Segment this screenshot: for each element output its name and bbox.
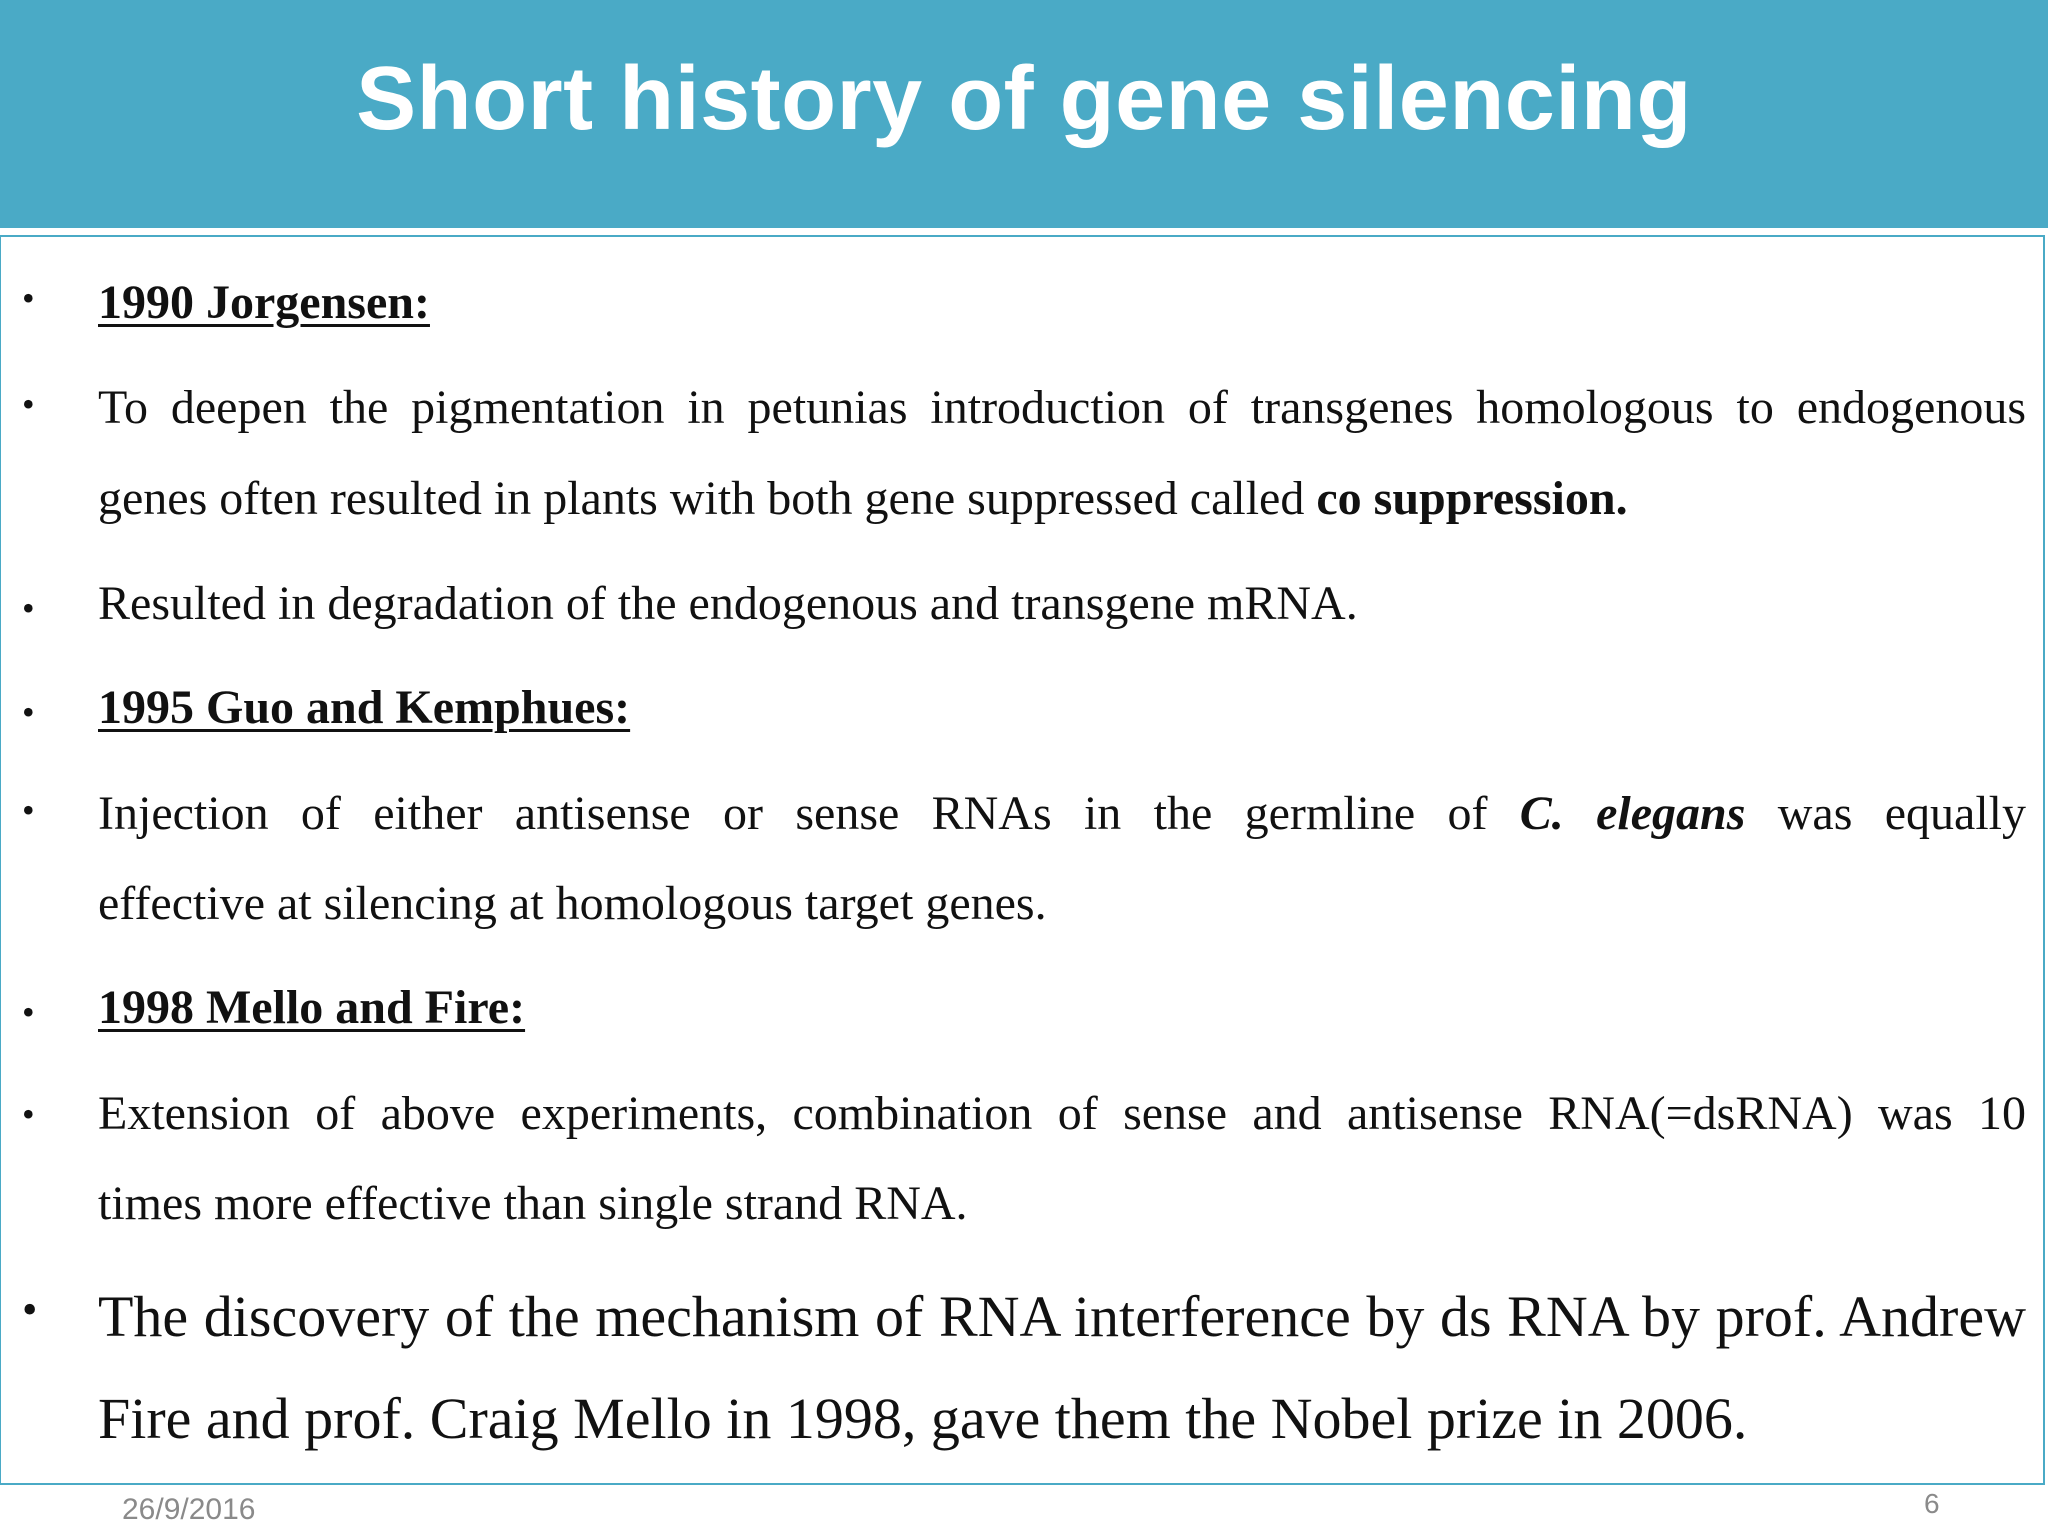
heading-1990-jorgensen: 1990 Jorgensen: (98, 276, 430, 329)
bullet-marker: • (22, 588, 35, 628)
bullet-1990-jorgensen (98, 276, 2026, 329)
bullet-marker: • (22, 1285, 38, 1334)
bullet-marker: • (22, 692, 35, 732)
co-suppression-term: co suppression. (1316, 472, 1628, 525)
bullet-marker: • (22, 790, 35, 830)
bullet-degradation: Resulted in degradation of the endogenous and transgene mRNA. (98, 577, 1358, 630)
heading-1998-mello-fire: 1998 Mello and Fire: (98, 981, 526, 1034)
pigmentation-line2-text: genes often resulted in plants with both gene suppressed called (98, 472, 1317, 525)
slide-page-number: 6 (1924, 1488, 1940, 1519)
bullet-marker: • (22, 992, 35, 1032)
slide-date: 26/9/2016 (122, 1493, 256, 1526)
slide-title: Short history of gene silencing (356, 48, 1692, 149)
c-elegans-term: C. elegans (1519, 787, 1746, 840)
bullet-1998-mello-fire (98, 981, 2026, 1034)
bullet-injection-line1 (98, 787, 2026, 840)
bullet-marker: • (22, 278, 35, 318)
bullet-pigmentation-line1: To deepen the pigmentation in petunias introduction of transgenes homologous to endogenous (98, 381, 2026, 434)
bullet-extension-line2: times more effective than single strand RNA. (98, 1177, 968, 1230)
bullet-discovery-line2: Fire and prof. Craig Mello in 1998, gave them the Nobel prize in 2006. (98, 1386, 1748, 1451)
bullet-injection-line2: effective at silencing at homologous target genes. (98, 877, 1047, 930)
bullet-extension-line1: Extension of above experiments, combination of sense and antisense RNA(=dsRNA) was 10 (98, 1087, 2026, 1140)
heading-1995-guo-kemphues: 1995 Guo and Kemphues: (98, 681, 631, 734)
injection-line1-text: Injection of either antisense or sense RNAs in the germline of (98, 787, 1520, 840)
bullet-pigmentation-line2 (98, 472, 2026, 525)
bullet-marker: • (22, 384, 35, 424)
bullet-1995-guo-kemphues (98, 681, 2026, 734)
bullet-marker: • (22, 1094, 35, 1134)
injection-line1-tail: was equally (1745, 787, 2026, 840)
bullet-discovery-line1: The discovery of the mechanism of RNA interference by ds RNA by prof. Andrew (98, 1284, 2026, 1349)
slide-header (0, 0, 2048, 228)
